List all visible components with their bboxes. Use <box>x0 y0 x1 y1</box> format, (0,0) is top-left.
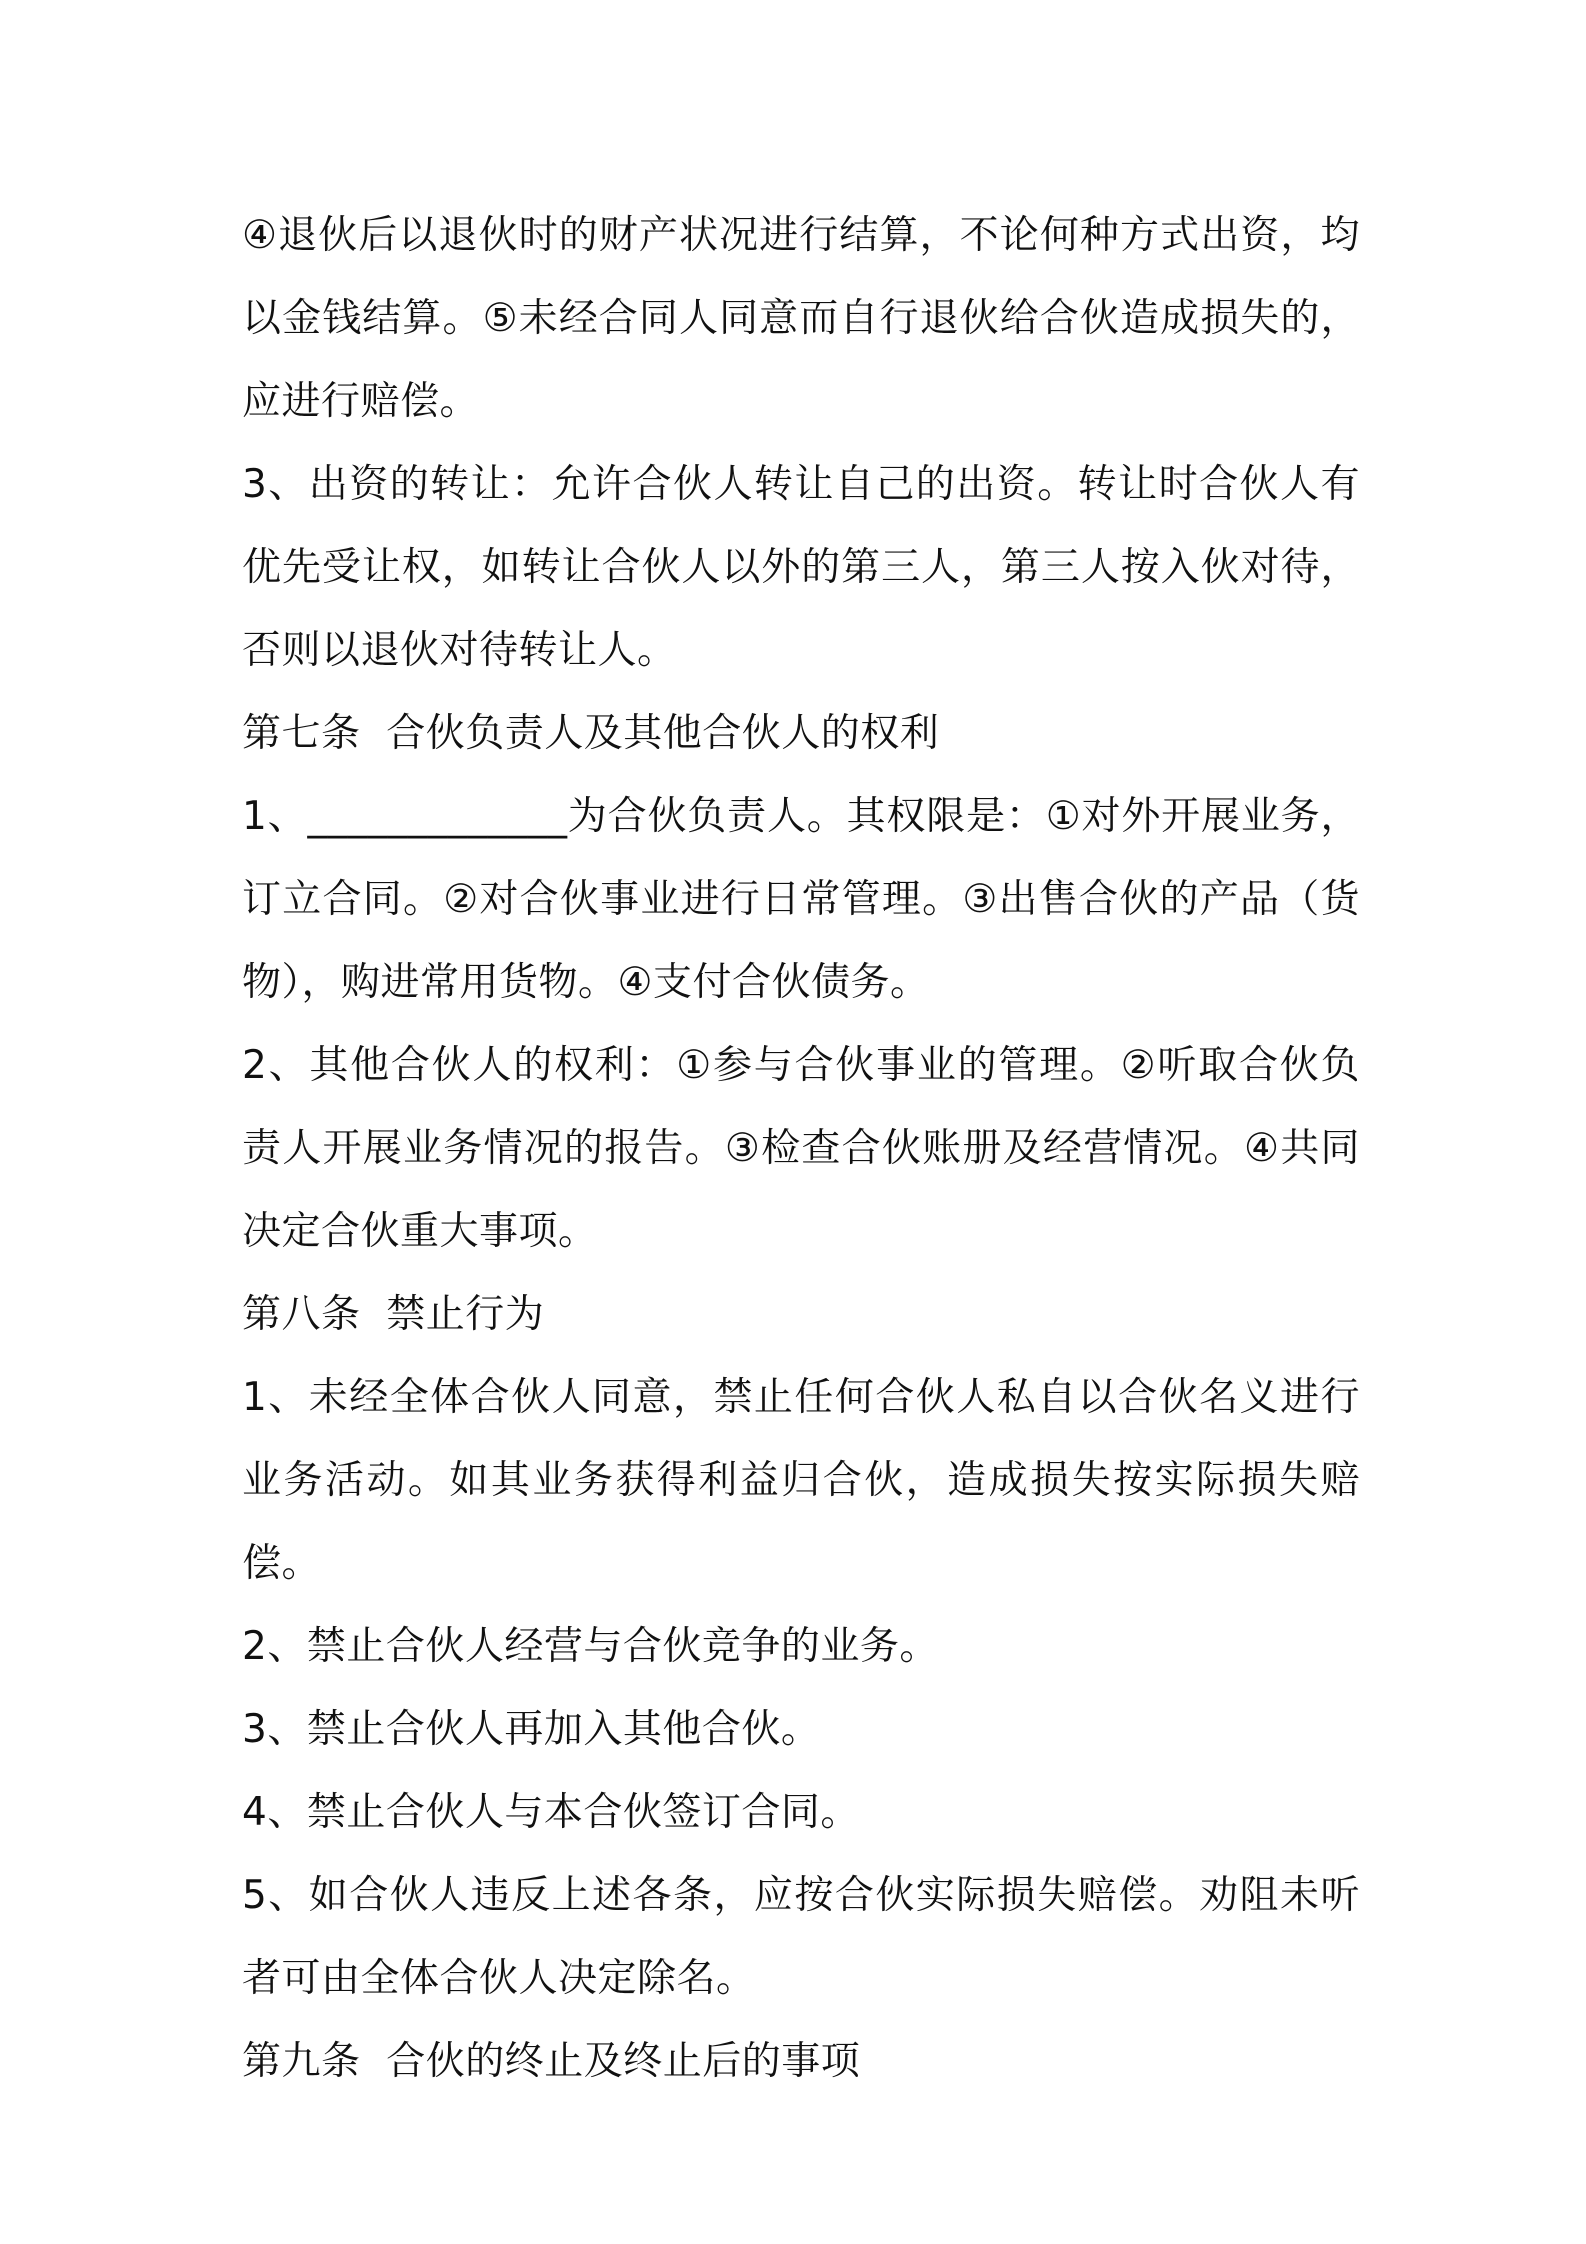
paragraph-other-partners-rights: 2、其他合伙人的权利：①参与合伙事业的管理。②听取合伙负责人开展业务情况的报告。③检查合伙账册及经营情况。④共同决定合伙重大事项。 <box>242 1043 1360 1254</box>
paragraph-prohibition-2: 2、禁止合伙人经营与合伙竞争的业务。 <box>242 1624 939 1669</box>
paragraph-prohibition-5: 5、如合伙人违反上述各条，应按合伙实际损失赔偿。劝阻未听者可由全体合伙人决定除名。 <box>242 1873 1360 2001</box>
paragraph-capital-transfer: 3、出资的转让：允许合伙人转让自己的出资。转让时合伙人有优先受让权，如转让合伙人以外的第三人，第三人按入伙对待，否则以退伙对待转让人。 <box>242 462 1360 673</box>
article-9-heading: 第九条 合伙的终止及终止后的事项 <box>242 2039 861 2084</box>
article-8-heading: 第八条 禁止行为 <box>242 1292 545 1337</box>
document-body <box>242 194 1360 2103</box>
paragraph-partner-in-charge: 1、_____________为合伙负责人。其权限是：①对外开展业务，订立合同。②对合伙事业进行日常管理。③出售合伙的产品（货物），购进常用货物。④支付合伙债务。 <box>242 794 1360 1005</box>
paragraph-withdrawal-settlement: ④退伙后以退伙时的财产状况进行结算，不论何种方式出资，均以金钱结算。⑤未经合同人同意而自行退伙给合伙造成损失的，应进行赔偿。 <box>242 213 1360 424</box>
paragraph-prohibition-1: 1、未经全体合伙人同意，禁止任何合伙人私自以合伙名义进行业务活动。如其业务获得利益归合伙，造成损失按实际损失赔偿。 <box>242 1375 1360 1586</box>
article-7-heading: 第七条 合伙负责人及其他合伙人的权利 <box>242 711 940 756</box>
paragraph-prohibition-3: 3、禁止合伙人再加入其他合伙。 <box>242 1707 821 1752</box>
paragraph-prohibition-4: 4、禁止合伙人与本合伙签订合同。 <box>242 1790 860 1835</box>
